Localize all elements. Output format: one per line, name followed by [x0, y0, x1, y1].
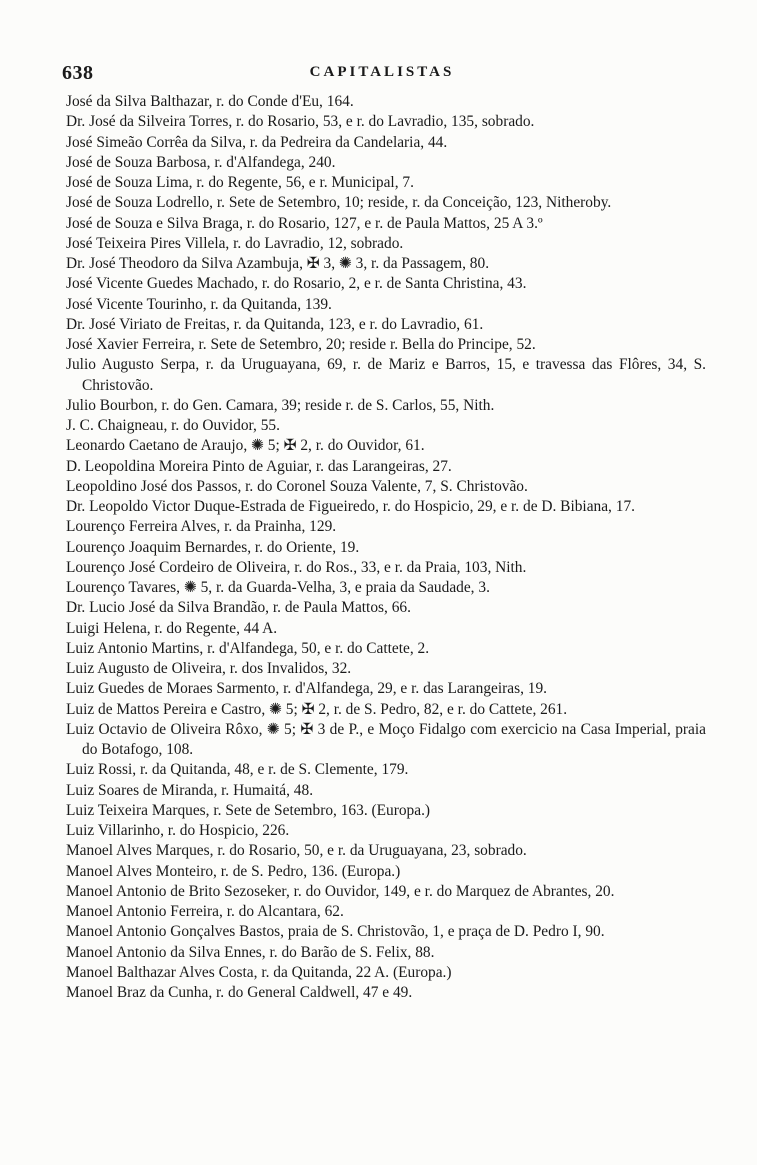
directory-entry: Luiz Guedes de Moraes Sarmento, r. d'Alfandega, 29, e r. das Larangeiras, 19. [66, 680, 548, 698]
page-header [62, 62, 702, 84]
directory-entry: José de Souza Barbosa, r. d'Alfandega, 240. [66, 153, 336, 171]
directory-entry: Manoel Antonio da Silva Ennes, r. do Barão de S. Felix, 88. [66, 943, 435, 961]
directory-entry: Luigi Helena, r. do Regente, 44 A. [66, 619, 278, 637]
directory-entry: José Simeão Corrêa da Silva, r. da Pedreira da Candelaria, 44. [66, 133, 448, 151]
directory-entry: Luiz Villarinho, r. do Hospicio, 226. [66, 822, 290, 839]
directory-entry: Manoel Alves Monteiro, r. de S. Pedro, 136. (Europa.) [66, 862, 401, 880]
directory-entry: Manoel Antonio Ferreira, r. do Alcantara, 62. [66, 903, 344, 920]
directory-entry: Dr. José Viriato de Freitas, r. da Quitanda, 123, e r. do Lavradio, 61. [66, 315, 484, 333]
directory-entry: Luiz Teixeira Marques, r. Sete de Setembro, 163. (Europa.) [66, 801, 431, 819]
directory-entry: Luiz Octavio de Oliveira Rôxo, ✺ 5; ✠ 3 de P., e Moço Fidalgo com exercicio na Casa Imperial, praia do Botafogo, 108. [66, 720, 706, 758]
directory-entry: Leonardo Caetano de Araujo, ✺ 5; ✠ 2, r. do Ouvidor, 61. [66, 437, 425, 455]
directory-entry: José de Souza Lima, r. do Regente, 56, e r. Municipal, 7. [66, 174, 414, 191]
directory-entry: D. Leopoldina Moreira Pinto de Aguiar, r. das Larangeiras, 27. [66, 457, 452, 475]
directory-entry: Leopoldino José dos Passos, r. do Coronel Souza Valente, 7, S. Christovão. [66, 477, 528, 495]
directory-entry: José Teixeira Pires Villela, r. do Lavradio, 12, sobrado. [66, 234, 404, 252]
directory-entry: Luiz Antonio Martins, r. d'Alfandega, 50, e r. do Cattete, 2. [66, 639, 430, 657]
directory-entry: Dr. José Theodoro da Silva Azambuja, ✠ 3, ✺ 3, r. da Passagem, 80. [66, 255, 490, 272]
directory-entry: José Xavier Ferreira, r. Sete de Setembro, 20; reside r. Bella do Principe, 52. [66, 336, 536, 353]
directory-entry: Luiz Augusto de Oliveira, r. dos Invalidos, 32. [66, 660, 352, 677]
directory-entry: José Vicente Tourinho, r. da Quitanda, 139. [66, 295, 332, 313]
directory-entry: Manoel Braz da Cunha, r. do General Caldwell, 47 e 49. [66, 984, 413, 1001]
directory-entries [66, 92, 706, 1003]
directory-entry: Lourenço Tavares, ✺ 5, r. da Guarda-Velha, 3, e praia da Saudade, 3. [66, 579, 490, 596]
directory-entry: J. C. Chaigneau, r. do Ouvidor, 55. [66, 417, 280, 434]
directory-entry: Lourenço José Cordeiro de Oliveira, r. do Ros., 33, e r. da Praia, 103, Nith. [66, 558, 527, 576]
directory-entry: Dr. Lucio José da Silva Brandão, r. de Paula Mattos, 66. [66, 599, 411, 617]
directory-entry: Julio Bourbon, r. do Gen. Camara, 39; reside r. de S. Carlos, 55, Nith. [66, 396, 495, 414]
directory-entry: Lourenço Joaquim Bernardes, r. do Oriente, 19. [66, 538, 360, 556]
directory-entry: José Vicente Guedes Machado, r. do Rosario, 2, e r. de Santa Christina, 43. [66, 275, 527, 293]
directory-entry: Luiz Soares de Miranda, r. Humaitá, 48. [66, 781, 314, 799]
directory-entry: Lourenço Ferreira Alves, r. da Prainha, 129. [66, 518, 337, 536]
running-title: CAPITALISTAS [309, 64, 455, 80]
directory-entry: Manoel Balthazar Alves Costa, r. da Quitanda, 22 A. (Europa.) [66, 963, 452, 981]
directory-entry: Dr. Leopoldo Victor Duque-Estrada de Figueiredo, r. do Hospicio, 29, e r. de D. Bibiana, 17. [66, 498, 635, 515]
directory-entry: Julio Augusto Serpa, r. da Uruguayana, 69, r. de Mariz e Barros, 15, e travessa das Flôres, 34, S. Christovão. [66, 356, 706, 394]
directory-entry: Luiz de Mattos Pereira e Castro, ✺ 5; ✠ 2, r. de S. Pedro, 82, e r. do Cattete, 261. [66, 700, 568, 718]
directory-entry: Dr. José da Silveira Torres, r. do Rosario, 53, e r. do Lavradio, 135, sobrado. [66, 113, 535, 131]
directory-entry: Manoel Antonio Gonçalves Bastos, praia de S. Christovão, 1, e praça de D. Pedro I, 90. [66, 923, 605, 941]
directory-entry: Manoel Alves Marques, r. do Rosario, 50, e r. da Uruguayana, 23, sobrado. [66, 842, 527, 860]
directory-entry: Luiz Rossi, r. da Quitanda, 48, e r. de S. Clemente, 179. [66, 761, 409, 779]
directory-entry: José de Souza e Silva Braga, r. do Rosario, 127, e r. de Paula Mattos, 25 A 3.º [66, 214, 543, 232]
directory-entry: José de Souza Lodrello, r. Sete de Setembro, 10; reside, r. da Conceição, 123, Nitheroby. [66, 194, 612, 212]
directory-entry: José da Silva Balthazar, r. do Conde d'Eu, 164. [66, 93, 354, 110]
page-number: 638 [62, 62, 94, 84]
directory-entry: Manoel Antonio de Brito Sezoseker, r. do Ouvidor, 149, e r. do Marquez de Abrantes, 20. [66, 882, 615, 900]
